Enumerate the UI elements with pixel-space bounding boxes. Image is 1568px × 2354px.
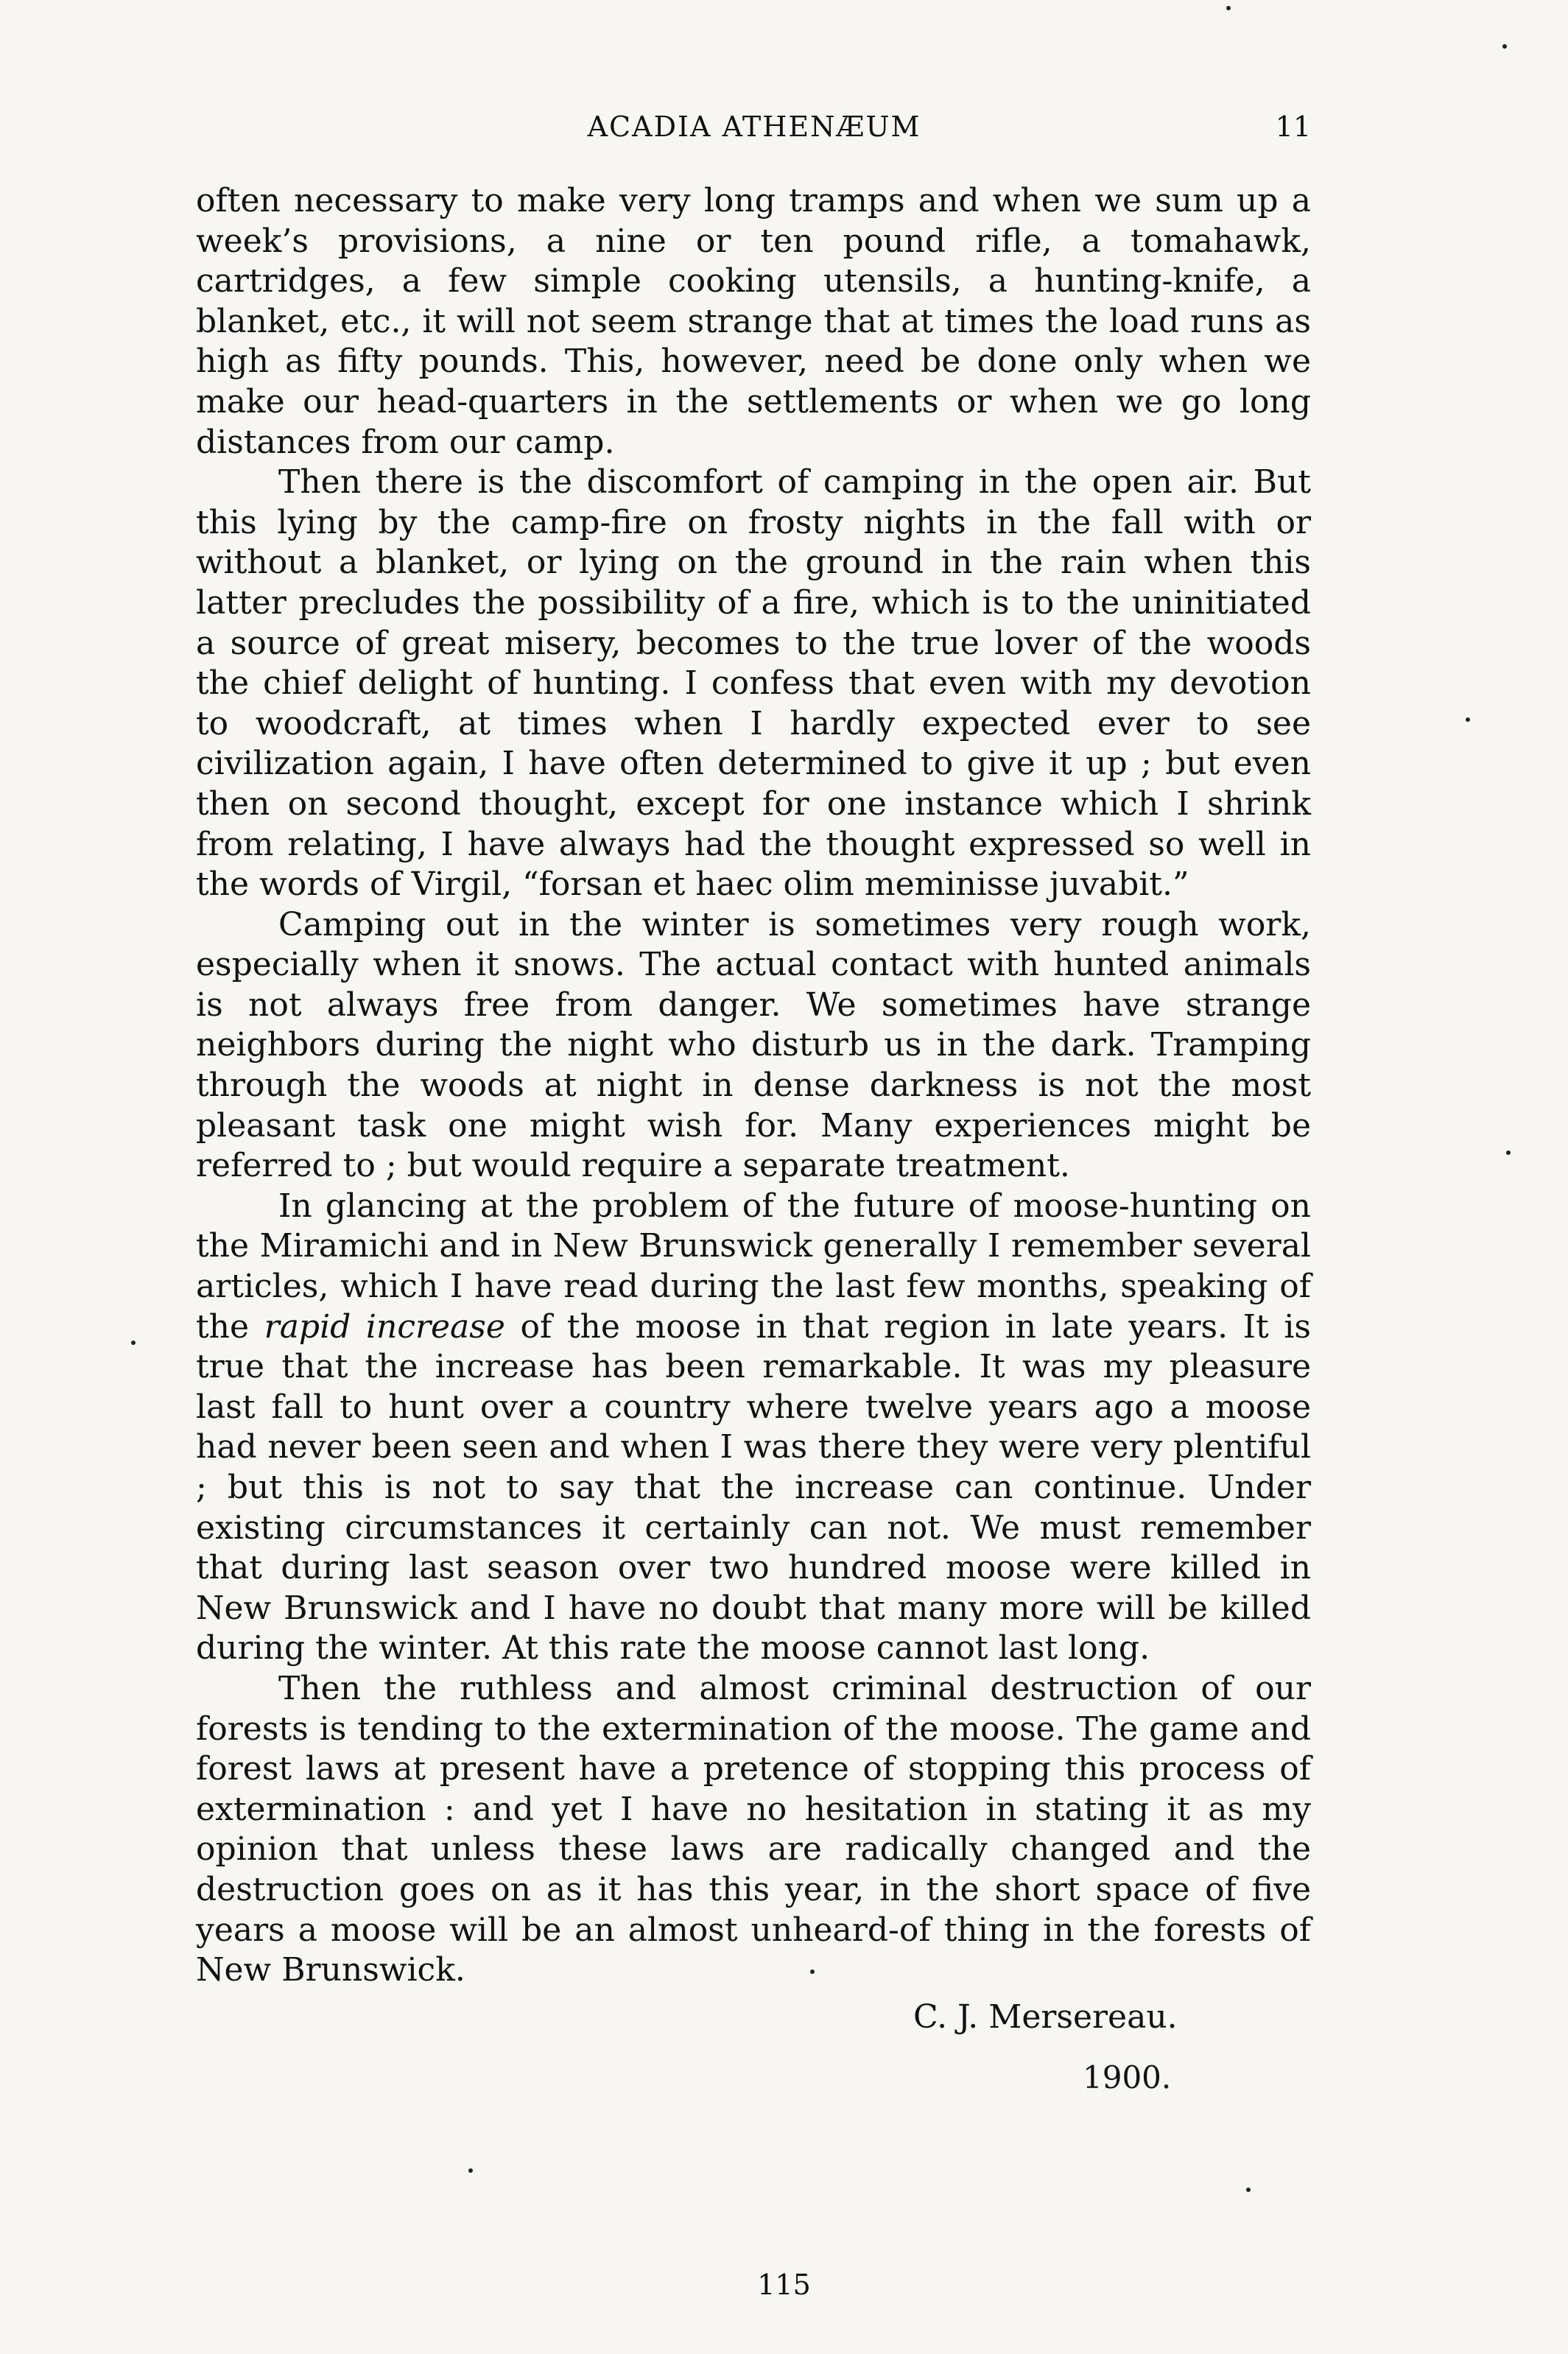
scan-speck [468,2168,473,2173]
scan-speck [1502,44,1507,49]
paragraph-4-text-after: of the moose in that region in late years. It is true that the increase has been remarkable. It was my pleasure last fall to hunt over a country where twelve years ago a moose had never been seen and when I was there they were very plentiful ; but this is not to say that the increase can continue. Under existing circumstances it certainly can not. We must remember that during last season over two hundred moose were killed in New Brunswick and I have no doubt that many more will be killed during the winter. At this rate the moose cannot last long. [196,1307,1311,1668]
scan-speck [810,1970,815,1974]
signature-block [913,1998,1178,2095]
running-title: ACADIA ATHENÆUM [587,110,921,143]
article-body [196,181,1311,1991]
paragraph-2: Then there is the discomfort of camping in the open air. But this lying by the camp-fire on frosty nights in the fall with or without a blanket, or lying on the ground in the rain when this latter precludes the possibility of a fire, which is to the uninitiated a source of great misery, becomes to the true lover of the woods the chief delight of hunting. I confess that even with my devotion to woodcraft, at times when I hardly expected ever to see civilization again, I have often determined to give it up ; but even then on second thought, except for one instance which I shrink from relating, I have always had the thought expressed so well in the words of Virgil, “forsan et haec olim meminisse juvabit.” [196,463,1311,904]
scan-speck [1246,2188,1251,2192]
running-head [197,110,1311,155]
emphasis-rapid-increase: rapid increase [264,1307,505,1346]
scan-speck [1226,6,1231,10]
author-signature: C. J. Mersereau. [913,1998,1178,2036]
signature-year: 1900. [1083,2059,1172,2095]
paragraph-1: often necessary to make very long tramps and when we sum up a week’s provisions, a nine or ten pound rifle, a tomahawk, cartridges, a few simple cooking utensils, a hunting-knife, a blanket, etc., it will not seem strange that at times the load runs as high as fifty pounds. This, however, need be done only when we make our head-quarters in the settlements or when we go long distances from our camp. [196,182,1311,461]
page-number: 11 [1275,110,1311,143]
scan-speck [1506,1150,1511,1155]
folio-number: 115 [757,2269,811,2301]
scan-speck [1466,717,1470,722]
paragraph-5: Then the ruthless and almost criminal destruction of our forests is tending to the extermination of the moose. The game and forest laws at present have a pretence of stopping this process of extermination : and yet I have no hesitation in stating it as my opinion that unless these laws are radically changed and the destruction goes on as it has this year, in the short space of five years a moose will be an almost unheard-of thing in the forests of New Brunswick. [196,1669,1311,1989]
scan-speck [131,1341,136,1345]
paragraph-4 [196,1187,1311,1669]
paragraph-4-text-before: In glancing at the problem of the future of moose-hunting on the Miramichi and in New Brunswick generally I remember several articles, which I have read during the last few months, speaking of the [196,1187,1311,1346]
paragraph-3: Camping out in the winter is sometimes very rough work, especially when it snows. The actual contact with hunted animals is not always free from danger. We sometimes have strange neighbors during the night who disturb us in the dark. Tramping through the woods at night in dense darkness is not the most pleasant task one might wish for. Many experiences might be referred to ; but would require a separate treatment. [196,905,1311,1185]
